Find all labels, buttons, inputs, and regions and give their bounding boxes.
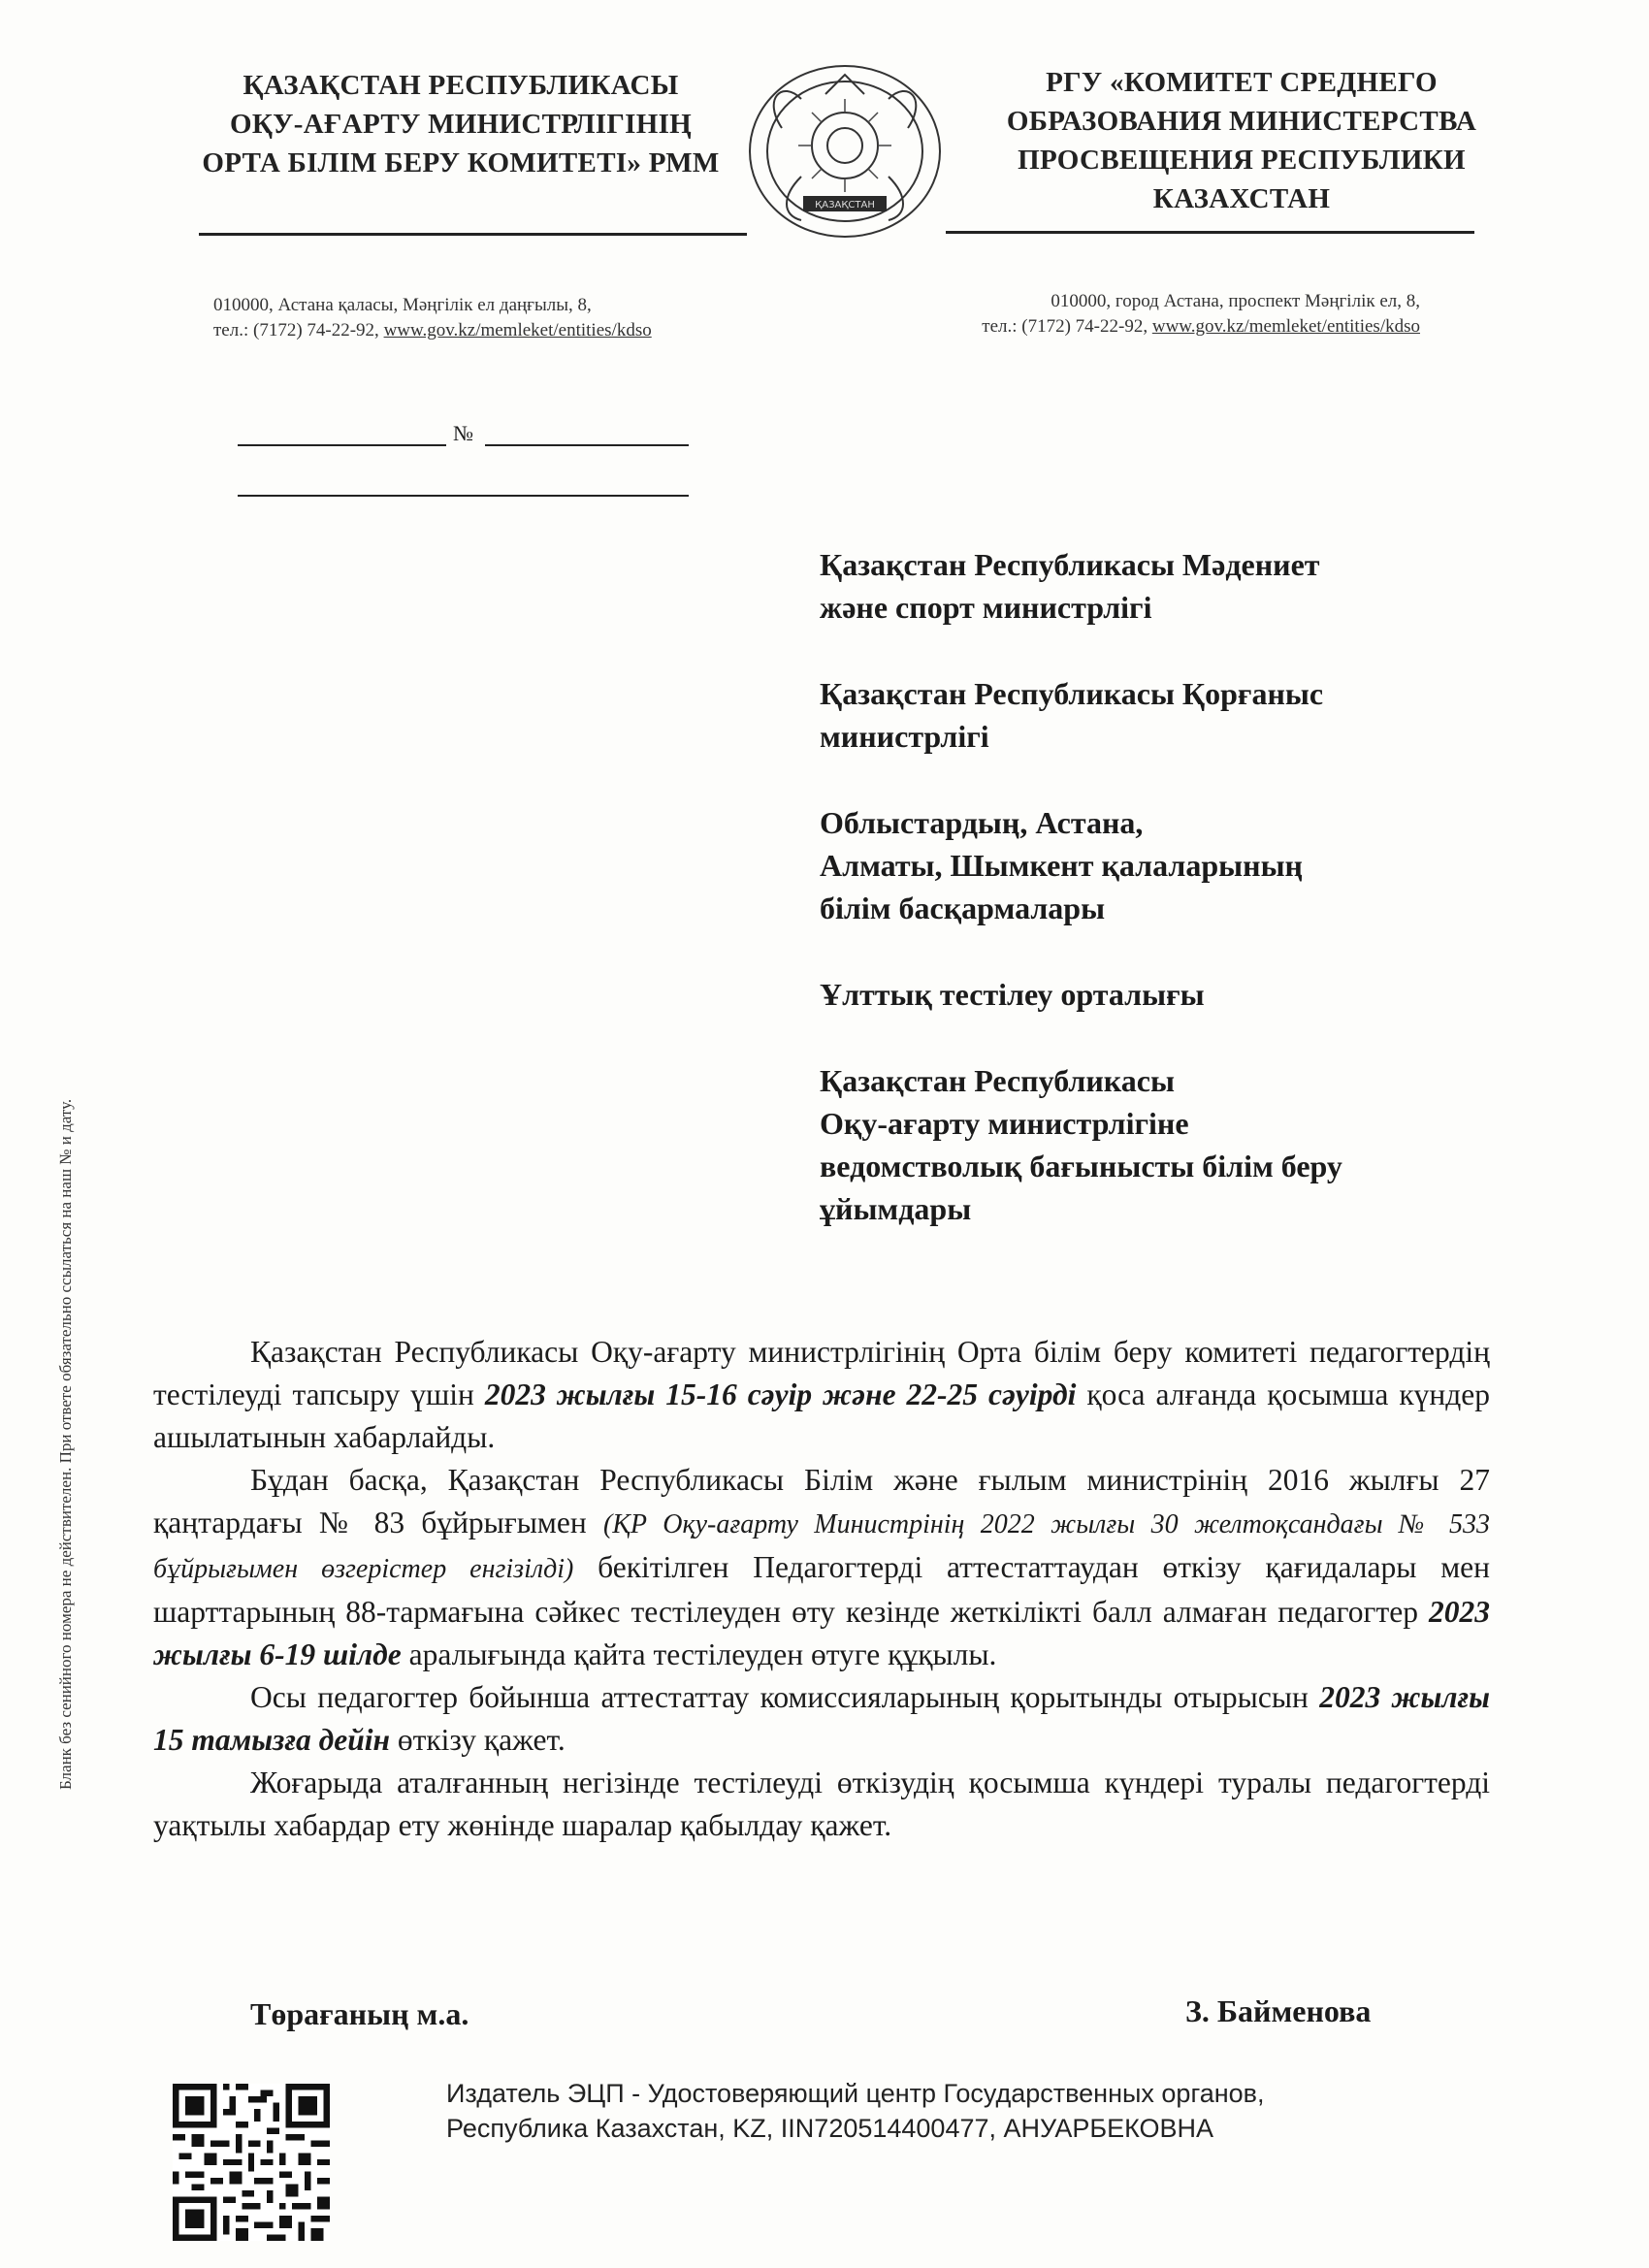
extra-line <box>238 495 689 497</box>
text-run: бекітілген Педагогтерді аттестаттаудан өткізу қағидалары мен шарттарының 88-тармағына сәйкес тестілеуден өту кезінде жеткілікті балл алмаған педагогтер <box>153 1550 1490 1629</box>
addressee-line: ведомстволық бағынысты білім беру <box>820 1149 1342 1183</box>
header-left-line: ОРТА БІЛІМ БЕРУ КОМИТЕТІ» РММ <box>202 147 720 178</box>
text-run: Осы педагогтер бойынша аттестаттау комиссияларының қорытынды отырысын <box>250 1680 1320 1714</box>
paragraph-2 <box>153 1459 1490 1676</box>
header-rule-left <box>199 233 747 236</box>
addressee-line: ұйымдары <box>820 1191 972 1226</box>
number-sign: № <box>453 421 473 445</box>
addressee-line: Қазақстан Республикасы Мәдениет <box>820 547 1320 582</box>
contact-line <box>885 314 1420 340</box>
date-emphasis: 2023 жылғы 15 тамызға дейін <box>153 1680 1491 1757</box>
number-line <box>485 444 689 446</box>
address-line: 010000, Астана қаласы, Мәңгілік ел даңғылы, 8, <box>213 295 592 315</box>
ecp-line: Издатель ЭЦП - Удостоверяющий центр Государственных органов, <box>446 2079 1265 2108</box>
signatory-name: З. Байменова <box>1185 1993 1372 2028</box>
text-run: Қазақстан Республикасы Оқу-ағарту министрлігінің Орта білім беру комитеті педагогтердің тестілеуді тапсыру үшін <box>153 1335 1490 1411</box>
blank-side-note: Бланк без сенийного номера не действителен. При ответе обязательно ссылаться на наш № и дату. <box>56 1098 75 1790</box>
address-line: 010000, город Астана, проспект Мәңгілік ел, 8, <box>1051 291 1420 311</box>
header-org-kazakh <box>189 66 732 182</box>
paragraph-1 <box>153 1331 1490 1459</box>
phone-text: тел.: (7172) 74-22-92, <box>982 316 1152 337</box>
addressee-line: Облыстардың, Астана, <box>820 805 1144 840</box>
date-emphasis: 2023 жылғы 15-16 сәуір және 22-25 сәуірді <box>484 1377 1077 1411</box>
amendment-note: (ҚР Оқу-ағарту Министрінің 2022 жылғы 30 желтоқсандағы № 533 бұйрығымен өзгерістер енгізілді) <box>153 1509 1490 1584</box>
phone-text: тел.: (7172) 74-22-92, <box>213 320 384 340</box>
emblem-ribbon-text: ҚАЗАҚСТАН <box>815 200 875 211</box>
paragraph-3 <box>153 1676 1490 1762</box>
header-rule-right <box>946 231 1474 234</box>
addressee-line: Оқу-ағарту министрлігіне <box>820 1106 1189 1141</box>
text-run: өткізу қажет. <box>389 1723 566 1757</box>
header-left-line: ҚАЗАҚСТАН РЕСПУБЛИКАСЫ <box>242 70 679 101</box>
website-link[interactable]: www.gov.kz/memleket/entities/kdso <box>1151 316 1420 337</box>
registration-number-field <box>238 417 694 456</box>
ecp-line: Республика Казахстан, KZ, IIN720514400477, АНУАРБЕКОВНА <box>446 2114 1214 2143</box>
header-right-line: ОБРАЗОВАНИЯ МИНИСТЕРСТВА <box>1006 106 1477 137</box>
addressee-block <box>820 801 1499 929</box>
addressee-line: және спорт министрлігі <box>820 590 1152 625</box>
header-org-russian <box>970 63 1513 218</box>
address-kazakh <box>213 293 652 343</box>
address-russian <box>885 289 1420 340</box>
header-right-line: РГУ «КОМИТЕТ СРЕДНЕГО <box>1046 67 1438 98</box>
addressee-line: министрлігі <box>820 719 989 754</box>
addressee-line: білім басқармалары <box>820 891 1106 925</box>
digital-signature-info <box>446 2076 1265 2146</box>
header-right-line: КАЗАХСТАН <box>1152 183 1331 214</box>
website-link[interactable]: www.gov.kz/memleket/entities/kdso <box>383 320 652 340</box>
addressee-line: Алматы, Шымкент қалаларының <box>820 848 1303 883</box>
contact-line <box>213 318 652 343</box>
addressee-line: Қазақстан Республикасы <box>820 1063 1175 1098</box>
letter-body <box>153 1331 1490 1847</box>
date-line <box>238 444 446 446</box>
paragraph-4: Жоғарыда аталғанның негізінде тестілеуді өткізудің қосымша күндері туралы педагогтерді уақтылы хабардар ету жөнінде шаралар қабылдау қажет. <box>153 1766 1490 1842</box>
text-run: аралығында қайта тестілеуден өтуге құқылы. <box>401 1637 997 1671</box>
addressee-line: Қазақстан Республикасы Қорғаныс <box>820 676 1324 711</box>
qr-code-icon <box>173 2084 330 2241</box>
addressee-list <box>820 543 1499 1274</box>
text-run: Бұдан басқа, Қазақстан Республикасы Білім және ғылым министрінің 2016 жылғы 27 қаңтардағы № 83 бұйрығымен <box>153 1463 1490 1539</box>
header-right-line: ПРОСВЕЩЕНИЯ РЕСПУБЛИКИ <box>1018 145 1466 176</box>
state-emblem-icon <box>743 60 947 243</box>
addressee-block <box>820 1059 1499 1230</box>
addressee-line: Ұлттық тестілеу орталығы <box>820 977 1205 1012</box>
addressee-block <box>820 543 1499 629</box>
header-left-line: ОҚУ-АҒАРТУ МИНИСТРЛІГІНІҢ <box>229 109 693 140</box>
date-emphasis: 2023 жылғы 6-19 шілде <box>153 1595 1490 1671</box>
addressee-block <box>820 973 1499 1016</box>
addressee-block <box>820 672 1499 758</box>
text-run: қоса алғанда қосымша күндер ашылатынын хабарлайды. <box>153 1377 1490 1454</box>
signatory-role: Төрағаның м.а. <box>250 1996 469 2031</box>
